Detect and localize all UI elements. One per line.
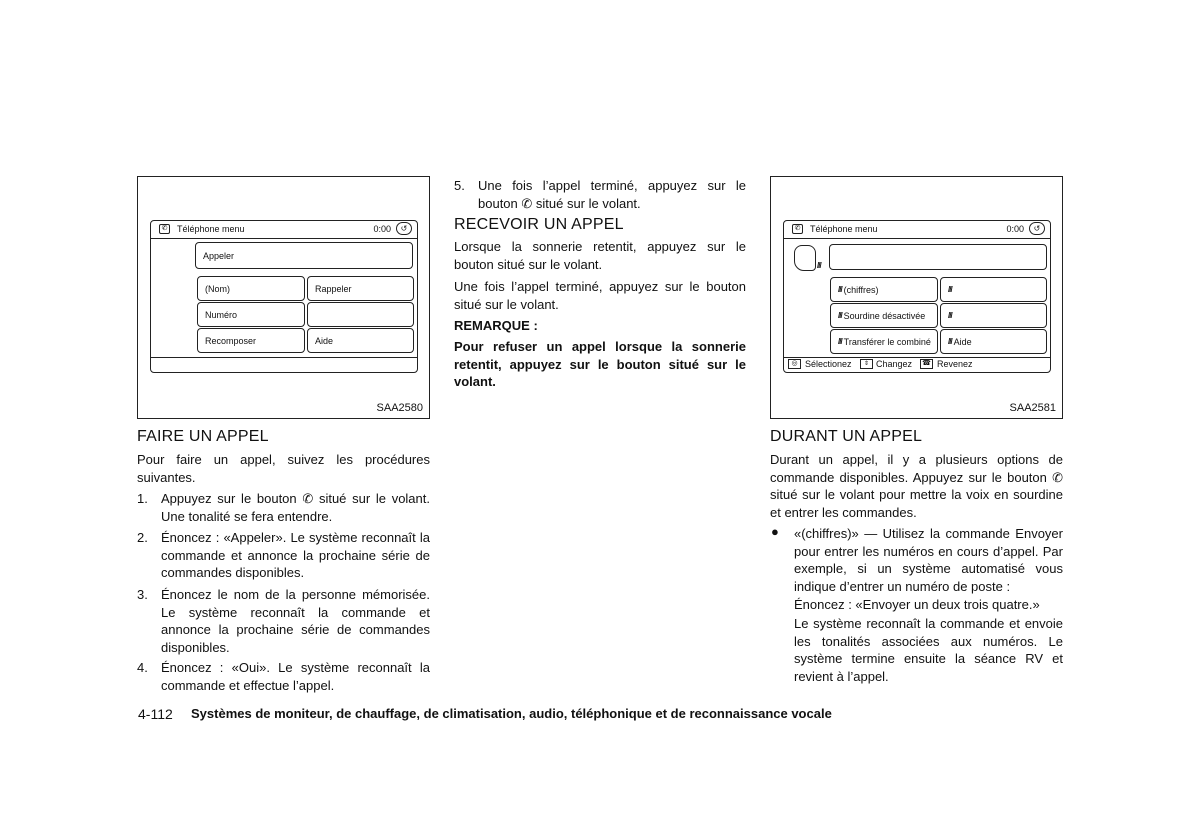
list-number: 5. [454,178,465,193]
phone-icon: ✆ [159,224,170,234]
faire-appel-heading: FAIRE UN APPEL [137,428,269,445]
footer-back: Revenez [937,359,973,369]
button-label: (Nom) [205,283,230,294]
nom-button[interactable] [197,276,305,301]
back-icon: ↺ [1029,222,1045,235]
call-timer: 0:00 [1006,224,1024,234]
recomposer-button[interactable] [197,328,305,353]
voice-icon: /// [838,311,842,320]
empty-button[interactable] [307,302,414,327]
figure-code: SAA2581 [1009,402,1056,414]
faire-appel-intro: Pour faire un appel, suivez les procédures suivantes. [137,452,430,485]
remarque-label: REMARQUE : [454,318,538,333]
screen-during-call [783,220,1051,373]
transferer-button[interactable] [830,329,938,354]
dial-icon: ◎ [788,359,801,369]
button-label: Aide [953,336,972,347]
rappeler-button[interactable] [307,276,414,301]
call-timer: 0:00 [373,224,391,234]
screen-header [784,221,1050,239]
list-number: 1. [137,491,148,506]
chapter-title: Systèmes de moniteur, de chauffage, de climatisation, audio, téléphonique et de reconnaissance vocale [191,706,832,721]
recevoir-appel-heading: RECEVOIR UN APPEL [454,216,624,233]
button-label: Numéro [205,309,238,320]
list-number: 3. [137,587,148,602]
voice-icon: /// [948,285,952,294]
durant-appel-heading: DURANT UN APPEL [770,428,923,445]
button-label: (chiffres) [843,284,879,295]
voice-button-4[interactable] [940,303,1047,328]
figure-code: SAA2580 [376,402,423,414]
recevoir-p2: Une fois l’appel terminé, appuyez sur le bouton situé sur le volant. [454,279,746,312]
sourdine-button[interactable] [830,303,938,328]
remarque-text: Pour refuser un appel lorsque la sonnerie retentit, appuyez sur le bouton situé sur le volant. [454,339,746,389]
voice-icon: /// [948,311,952,320]
aide-button[interactable] [940,329,1047,354]
button-label: Appeler [203,250,235,261]
example-text: Énoncez : «Envoyer un deux trois quatre.» [794,597,1040,612]
footer-select: Sélectionez [805,359,852,369]
voice-icon: /// [948,337,952,346]
list-item-text: Appuyez sur le bouton ✆ situé sur le volant. Une tonalité se fera entendre. [161,491,430,524]
page-number: 4-112 [138,706,173,722]
button-label: Recomposer [205,335,257,346]
appeler-button[interactable] [195,242,413,269]
screen-title: Téléphone menu [177,224,245,234]
list-item-text: Énoncez : «Appeler». Le système reconnaît la commande et annonce la prochaine série de commandes disponibles. [161,530,430,580]
list-item-text: Énoncez : «Oui». Le système reconnaît la commande et effectue l’appel. [161,660,430,693]
figure-during-call [770,176,1063,419]
button-label: Rappeler [315,283,352,294]
list-number: 4. [137,660,148,675]
voice-waves-icon: /// [817,261,821,270]
list-item-text: Une fois l’appel terminé, appuyez sur le bouton ✆ situé sur le volant. [478,178,746,211]
chiffres-button[interactable] [830,277,938,302]
figure-telephone-menu [137,176,430,419]
footer-change: Changez [876,359,913,369]
numero-button[interactable] [197,302,305,327]
screen-footer-bar [151,357,417,372]
back-icon: ↺ [396,222,412,235]
phone-icon: ✆ [792,224,803,234]
screen-telephone-menu [150,220,418,373]
recevoir-p1: Lorsque la sonnerie retentit, appuyez sur le bouton situé sur le volant. [454,239,746,272]
screen-title: Téléphone menu [810,224,878,234]
button-label: Aide [315,335,334,346]
hangup-icon: ☎ [920,359,933,369]
list-number: 2. [137,530,148,545]
voice-speaker-icon [794,245,816,271]
bullet-dot: ● [771,524,779,539]
durant-intro: Durant un appel, il y a plusieurs options de commande disponibles. Appuyez sur le bouton ✆ situé sur le volant pour mettre la voix en sourdine et entrer les commandes. [770,452,1063,520]
screen-header [151,221,417,239]
screen-footer [784,357,1050,372]
button-label: Sourdine désactivée [843,310,926,321]
display-field [829,244,1047,270]
chiffres-bullet-text: «(chiffres)» — Utilisez la commande Envoyer pour entrer les numéros en cours d’appel. Par exemple, si un système automatisé vous indique d’entrer un numéro de poste : [794,526,1063,594]
result-text: Le système reconnaît la commande et envoie les tonalités associées aux numéros. Le système termine ensuite la séance RV et revient à l’appel. [794,616,1063,684]
voice-icon: /// [838,337,842,346]
voice-icon: /// [838,285,842,294]
list-item-text: Énoncez le nom de la personne mémorisée. Le système reconnaît la commande et annonce la prochaine série de commandes disponibles. [161,587,430,655]
button-label: Transférer le combiné [843,336,931,347]
aide-button[interactable] [307,328,414,353]
updown-icon: ⇕ [860,359,873,369]
voice-button-2[interactable] [940,277,1047,302]
